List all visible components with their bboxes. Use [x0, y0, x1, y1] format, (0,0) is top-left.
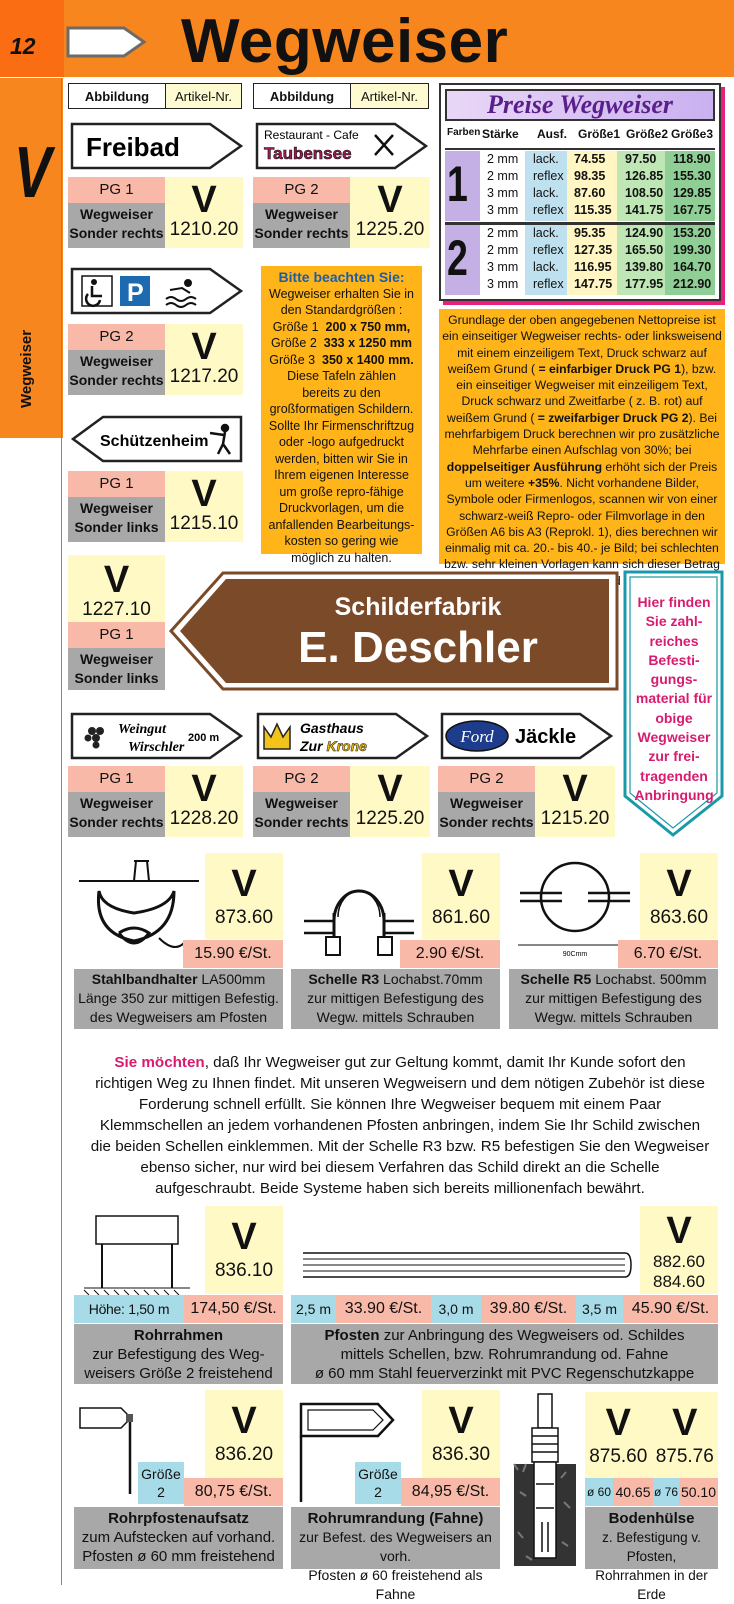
pg-label: PG 2	[253, 177, 350, 203]
product-label	[253, 177, 350, 248]
price-tag: 2.90 €/St.	[400, 940, 500, 968]
product-label	[438, 766, 535, 837]
sign-taubensee	[255, 121, 430, 171]
desc-label: Wegweiser Sonder rechts	[253, 792, 350, 837]
svg-text:Zur Krone: Zur Krone	[300, 738, 367, 754]
product-label	[68, 177, 165, 248]
desc-label: Wegweiser Sonder rechts	[438, 792, 535, 837]
sign-text: Freibad	[86, 132, 180, 162]
clamp-desc: Stahlbandhalter LA500mm Länge 350 zur mittigen Befestig. des Wegweisers am Pfosten	[74, 969, 283, 1029]
price-tag: 50.10	[679, 1478, 718, 1506]
note-box	[261, 266, 422, 565]
post-desc: Pfosten zur Anbringung des Wegweisers od. Schildes mittels Schellen, bzw. Rohrumrandung od. Fahne ø 60 mm Stahl feuerverzinkt mit PVC Regenschutzkappe	[291, 1324, 718, 1384]
article-number: V 1227.10	[68, 555, 165, 622]
hint-text: Hier finden Sie zahl-reiches Befesti-gungs-material für obige Wegweiser zur frei-tragenden Anbringung	[634, 594, 714, 803]
pipe-frame-icon	[74, 1206, 204, 1296]
price-basis-note: Grundlage der oben angegebenen Nettopreise ist ein einseitiger Wegweiser rechts- oder linksweisend mit einem einzeiligem Text, Druck schwarz auf weißem Grund ( = einfarbiger Druck PG 1), bzw. ein einseitiger Wegweiser mit einzeiligem Text, Druck schwarz und Zweitfarbe ( z. B. rot) auf weißem Grund ( = zweifarbiger Druck PG 2). Bei mehrfarbigem Druck berechnen wir pro zusätzliche Mehrfarbe einen Aufschlag von 30%; bei doppelseitiger Ausführung erhöht sich der Preis um weitere +35%. Nicht vorhandene Bilder, Symbole oder Firmenlogos, scannen wir von einer schwarz-weiß Repro- oder Filmvorlage in den Größen A6 bis A3 (Reprokl. 1), dies berechnen wir einmalig mit ca. 20.- bis 40.- je Bild; bei schlechten bzw. sehr kleinen Vorlagen kann sich dieser Betrag	[439, 309, 725, 564]
article-number: V 1225.20	[350, 766, 430, 837]
length-label: 3,5 m	[576, 1295, 623, 1323]
page-number: 12	[10, 33, 36, 59]
color-group-number: 1	[447, 156, 468, 212]
note-title: Bitte beachten Sie:	[278, 269, 405, 285]
post-pipe-icon	[295, 1245, 635, 1285]
frame-desc: Rohrrahmen zur Befestigung des Weg- weisers Größe 2 freistehend	[74, 1324, 283, 1384]
svg-text:Ford: Ford	[460, 727, 494, 746]
article-number: V 1228.20	[165, 766, 243, 837]
col-abbildung: Abbildung	[69, 84, 166, 108]
sign-text: Wirschler	[128, 740, 185, 755]
price-tag: 174,50 €/St.	[184, 1295, 283, 1323]
pg-label: PG 1	[68, 622, 165, 648]
sign-schuetzenheim	[70, 414, 245, 464]
sign-text: Jäckle	[515, 726, 577, 748]
note-size: Größe 1 200 x 750 mm,	[272, 319, 411, 334]
col-artikel: Artikel-Nr.	[351, 84, 428, 108]
pg-label: PG 1	[68, 471, 165, 497]
sign-text: Restaurant - Cafe	[264, 128, 359, 142]
note-text: Diese Tafeln zählen bereits zu den großformatigen Schildern. Sollte Ihr Firmenschriftzug oder -logo aufgedruckt werden, bitten wir Sie in Ihrem eigenen Interesse um große repro-fähige Druckvorlagen, um die anfallenden Bearbeitungs-kosten so gering wie möglich zu halten.	[268, 369, 415, 565]
note-size: Größe 2 333 x 1250 mm	[270, 336, 413, 350]
length-label: 2,5 m	[291, 1295, 336, 1323]
price-tag: 80,75 €/St.	[184, 1478, 283, 1506]
clamp-desc: Schelle R3 Lochabst.70mm zur mittigen Befestigung des Wegw. mittels Schrauben	[291, 969, 500, 1029]
note-size: Größe 3 350 x 1400 mm.	[269, 352, 414, 367]
price-tag: 33.90 €/St.	[336, 1295, 431, 1323]
diameter-label: ø 76	[653, 1478, 679, 1506]
price-tag: 6.70 €/St.	[618, 940, 718, 968]
article-number: V 1215.10	[165, 471, 243, 542]
price-tag: 45.90 €/St.	[623, 1295, 718, 1323]
article-number: V 836.30	[422, 1390, 500, 1478]
sign-weingut	[70, 711, 245, 761]
desc-label: Wegweiser Sonder links	[68, 497, 165, 542]
svg-text:90Cmm: 90Cmm	[562, 951, 588, 958]
length-label: 3,0 m	[431, 1295, 481, 1323]
margin-line	[61, 78, 62, 1585]
price-head-row: Farben Stärke Ausf. Größe1 Größe2 Größe3	[447, 127, 714, 141]
height-label: Höhe: 1,50 m	[74, 1295, 184, 1323]
pg-label: PG 2	[438, 766, 535, 792]
article-number: V 873.60	[205, 853, 283, 939]
size-label: Größe 2	[138, 1462, 184, 1504]
sign-distance: 200 m	[188, 732, 220, 744]
ground-sleeve-icon	[506, 1392, 584, 1570]
article-number: V V 875.60 875.76	[585, 1392, 718, 1478]
price-tag: 39.80 €/St.	[481, 1295, 576, 1323]
product-label	[68, 766, 165, 837]
article-number: V 836.20	[205, 1390, 283, 1478]
page-title: Wegweiser	[181, 7, 509, 76]
note-line: Wegweiser erhalten Sie in	[269, 286, 414, 301]
desc-label: Wegweiser Sonder rechts	[68, 203, 165, 248]
sign-text: Schützenheim	[100, 433, 209, 450]
arrow-sign-icon	[66, 25, 148, 59]
pg-label: PG 2	[68, 324, 165, 350]
top-desc: Rohrumrandung (Fahne) zur Befest. des Wegweisers an vorh. Pfosten ø 60 freistehend als Fahne	[291, 1507, 500, 1569]
product-label	[68, 471, 165, 542]
note-line: den Standardgrößen :	[280, 303, 403, 317]
top-desc: Rohrpfostenaufsatz zum Aufstecken auf vorhand. Pfosten ø 60 mm freistehend	[74, 1507, 283, 1569]
price-tag: 15.90 €/St.	[183, 940, 283, 968]
column-head	[253, 83, 429, 109]
article-number: V 863.60	[640, 853, 718, 939]
price-table: Preise Wegweiser Farben Stärke Ausf. Größe1 Größe2 Größe3 1 2 2 mm lack. 74.55 97.50 118.90 2 mm reflex 98.35 126.85 155.30 3 mm lack. 87.60 108.50 129.85 3 mm reflex 115.35 141.75 167.75 2 mm lack. 95.35 124.90 153.20 2 mm reflex 127.35 165.50 199.30 3 mm lack. 116.95 139.80 164.70 3 mm reflex 147.75 177.95 212.90	[439, 83, 721, 301]
article-number: V 1215.20	[535, 766, 615, 837]
product-label	[253, 766, 350, 837]
sleeve-desc: Bodenhülse z. Befestigung v. Pfosten, Rohrrahmen in der Erde	[585, 1507, 718, 1569]
article-number: V 861.60	[422, 853, 500, 939]
article-number: V 836.10	[205, 1206, 283, 1294]
sign-text: Taubensee	[264, 144, 352, 163]
desc-label: Wegweiser Sonder rechts	[253, 203, 350, 248]
pg-label: PG 1	[68, 177, 165, 203]
article-number: V 1225.20	[350, 177, 430, 248]
desc-label: Wegweiser Sonder rechts	[68, 792, 165, 837]
price-tag: 84,95 €/St.	[401, 1478, 500, 1506]
side-label: Wegweiser	[18, 329, 35, 408]
sign-line-2: E. Deschler	[298, 623, 538, 672]
col-abbildung: Abbildung	[254, 84, 351, 108]
price-tag: 40.65	[613, 1478, 653, 1506]
article-number: V 882.60 884.60	[640, 1206, 718, 1294]
color-group-number: 2	[447, 230, 468, 286]
sign-text: Weingut	[118, 722, 166, 737]
sign-text: Gasthaus	[300, 720, 364, 736]
body-text: Sie möchten, daß Ihr Wegweiser gut zur Geltung kommt, damit Ihr Kunde sofort den richtigen Weg zu Ihnen findet. Mit unseren Wegweisern und dem nötigen Zubehör ist diese Forderung schnell erfüllt. Sie können Ihre Wegweiser bequem mit einem Paar Klemmschellen an jedem vorhandenen Pfosten anbringen, indem Sie Ihr Schild zwischen die beiden Schellen einklemmen. Mit der Schelle R3 bzw. R5 befestigen Sie den Wegweiser ebenso sicher, nur wird bei diesem Verfahren das Schild direkt an die Schelle aufgeschraubt. Beide Systeme haben sich bereits millionenfach bewährt.	[90, 1054, 710, 1197]
price-table-title: Preise Wegweiser	[445, 89, 715, 121]
ford-logo	[446, 721, 508, 751]
article-number: V 1217.20	[165, 324, 243, 395]
diameter-label: ø 60	[585, 1478, 613, 1506]
side-letter: V	[14, 133, 52, 213]
product-label	[68, 622, 165, 690]
pg-label: PG 1	[68, 766, 165, 792]
col-artikel: Artikel-Nr.	[166, 84, 241, 108]
product-label	[68, 324, 165, 395]
desc-label: Wegweiser Sonder rechts	[68, 350, 165, 395]
size-label: Größe 2	[355, 1462, 401, 1504]
column-head	[68, 83, 242, 109]
sign-pictograms	[70, 266, 245, 316]
svg-text:P: P	[127, 279, 144, 307]
pg-label: PG 2	[253, 766, 350, 792]
deschler-sign	[168, 570, 620, 692]
sign-line-1: Schilderfabrik	[334, 593, 502, 621]
desc-label: Wegweiser Sonder links	[68, 648, 165, 690]
sign-freibad	[70, 121, 245, 171]
article-number: V 1210.20	[165, 177, 243, 248]
sign-gasthaus	[256, 711, 431, 761]
sign-jaeckle	[440, 711, 615, 761]
clamp-desc: Schelle R5 Lochabst. 500mm zur mittigen Befestigung des Wegw. mittels Schrauben	[509, 969, 718, 1029]
